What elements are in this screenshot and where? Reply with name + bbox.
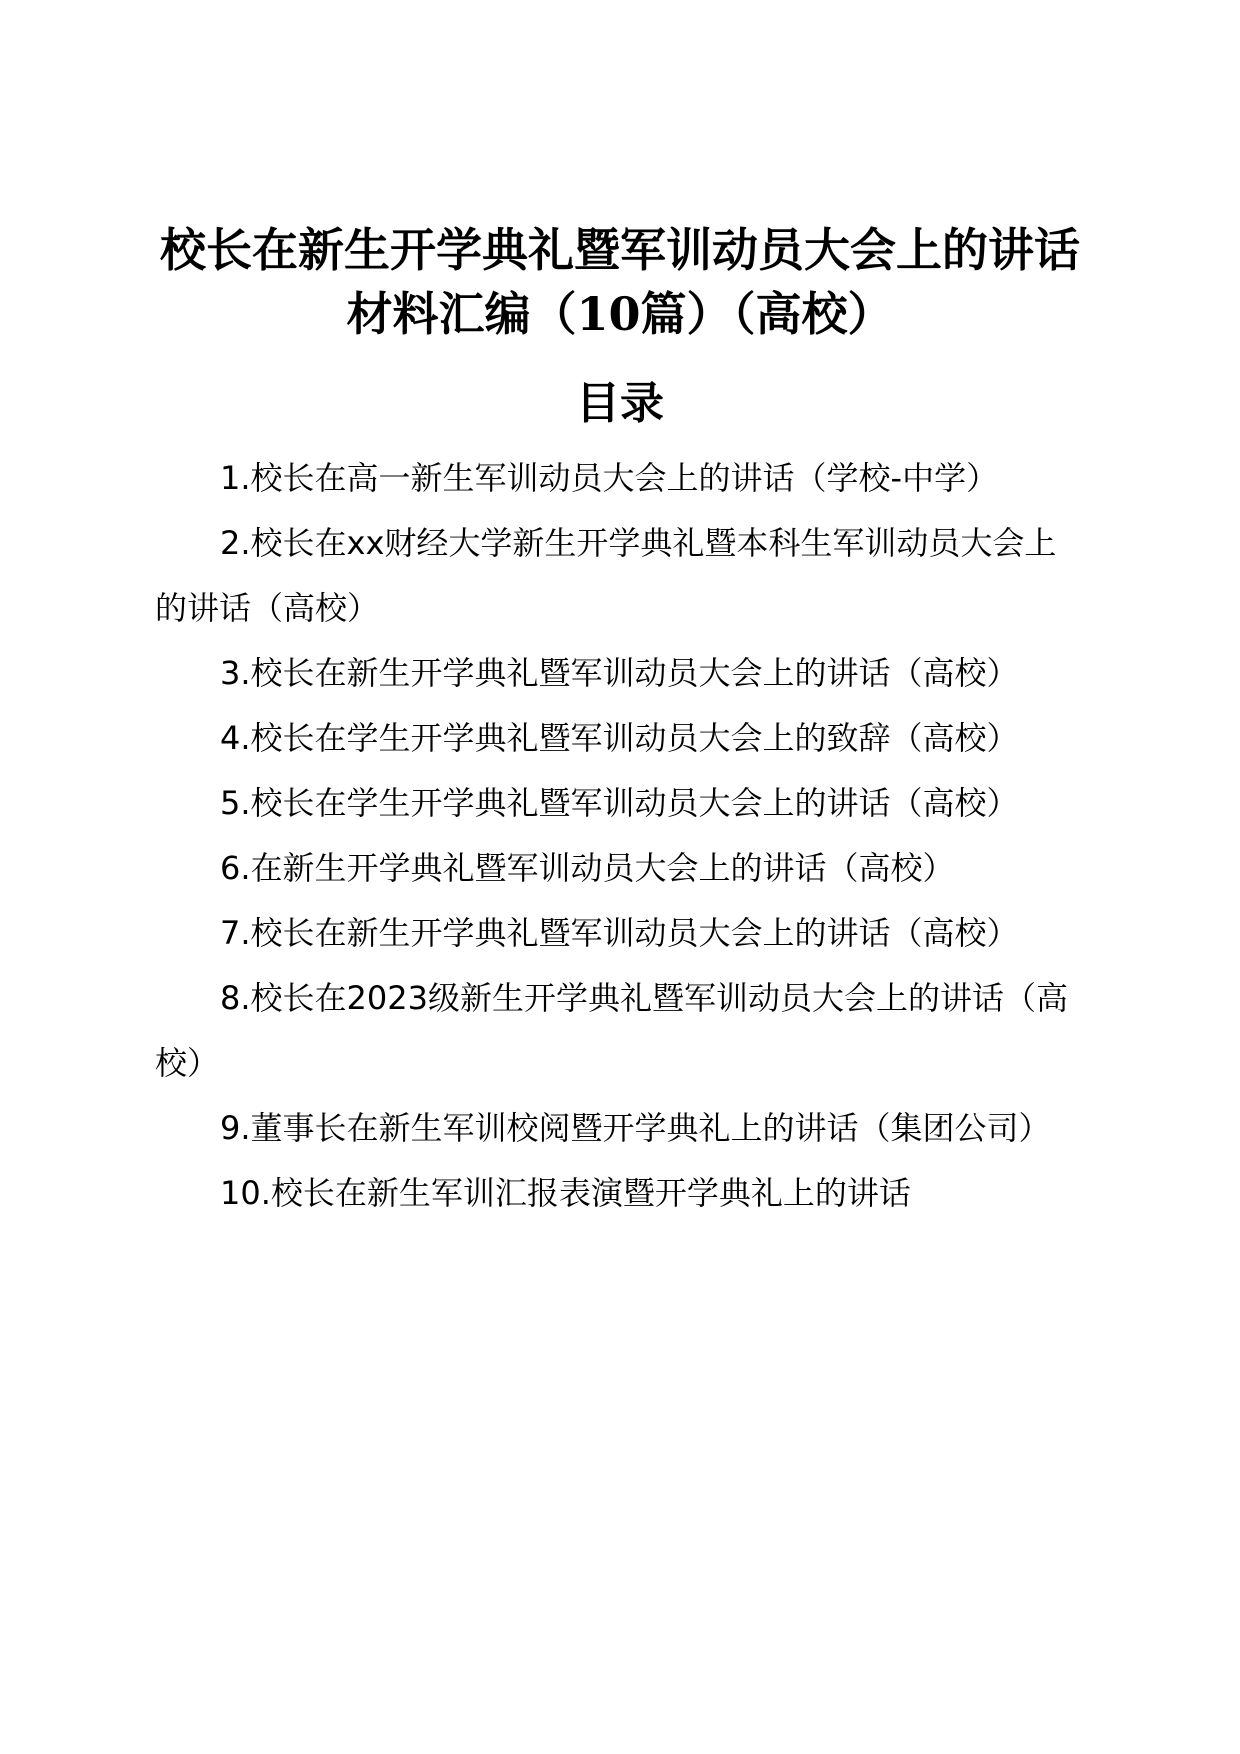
toc-item-1: 1.校长在高一新生军训动员大会上的讲话（学校-中学） [220,459,999,497]
table-of-contents [155,446,1085,1226]
toc-item-4: 4.校长在学生开学典礼暨军训动员大会上的致辞（高校） [220,719,1019,757]
title-line-2: 材料汇编（10篇）（高校） [346,287,894,341]
toc-item-5: 5.校长在学生开学典礼暨军训动员大会上的讲话（高校） [220,784,1019,822]
toc-item-9: 9.董事长在新生军训校阅暨开学典礼上的讲话（集团公司） [220,1109,1051,1147]
toc-item-8: 8.校长在2023级新生开学典礼暨军训动员大会上的讲话（高校） [155,979,1068,1082]
document-title [130,218,1110,346]
toc-item-7: 7.校长在新生开学典礼暨军训动员大会上的讲话（高校） [220,914,1019,952]
toc-item-3: 3.校长在新生开学典礼暨军训动员大会上的讲话（高校） [220,654,1019,692]
title-line-1: 校长在新生开学典礼暨军训动员大会上的讲话 [160,223,1080,277]
toc-item-10: 10.校长在新生军训汇报表演暨开学典礼上的讲话 [220,1174,911,1212]
toc-item-2: 2.校长在xx财经大学新生开学典礼暨本科生军训动员大会上的讲话（高校） [155,524,1057,627]
toc-heading: 目录 [576,378,664,429]
toc-item-6: 6.在新生开学典礼暨军训动员大会上的讲话（高校） [220,849,955,887]
